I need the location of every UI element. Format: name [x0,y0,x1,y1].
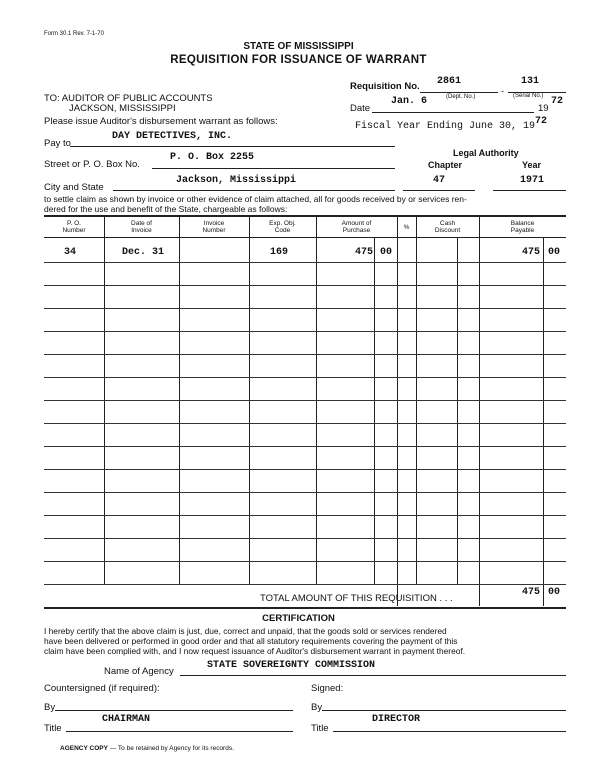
date-value: Jan. 6 [391,96,428,107]
chapter-label: Chapter [428,160,463,170]
certification-text-3: claim have been complied with, and I now request issuance of Auditor's disbursement warrant in payment thereof. [44,646,466,656]
title-left-label: Title [44,723,62,734]
footer-note [60,745,234,752]
right-title-value: DIRECTOR [372,714,421,725]
certification-text-2: have been delivered or performed in good order and that all statutory requirements covering the payment of this [44,636,458,646]
left-title-value: CHAIRMAN [102,714,151,725]
street-value: P. O. Box 2255 [170,152,255,163]
fiscal-year-text: Fiscal Year Ending June 30, 19 [355,121,536,132]
fiscal-year-value: 72 [535,116,548,127]
certification-title: CERTIFICATION [262,613,335,624]
signed-label: Signed: [311,683,344,694]
requisition-label: Requisition No. [350,81,420,92]
header-invoice-number: Invoice Number [202,220,226,234]
total-label: TOTAL AMOUNT OF THIS REQUISITION . . . [260,593,453,604]
by-left-label: By [44,702,56,713]
year-suffix: 72 [551,96,564,107]
to-line-1: TO: AUDITOR OF PUBLIC ACCOUNTS [44,93,213,104]
street-label: Street or P. O. Box No. [44,159,140,170]
header-po: P. O. Number [62,220,86,234]
row-balance: 475 [522,247,541,258]
row-po: 34 [64,247,77,258]
by-right-label: By [311,702,323,713]
agency-label: Name of Agency [104,666,174,677]
year-label: Year [522,160,542,170]
total-value: 475 [522,587,541,598]
date-label: Date [350,103,371,114]
row-amount: 475 [355,247,374,258]
city-value: Jackson, Mississippi [176,175,297,186]
certification-text-1: I hereby certify that the above claim is just, due, correct and unpaid, that the goods sold or services rendered [44,626,447,636]
header-balance-payable: Balance Payable [510,220,535,234]
row-amount-cents: 00 [380,247,393,258]
header-percent: % [403,224,410,231]
agency-value: STATE SOVEREIGNTY COMMISSION [207,660,376,671]
authority-year-value: 1971 [520,175,545,186]
row-balance-cents: 00 [548,247,561,258]
legal-authority-label: Legal Authority [453,148,519,158]
serial-no-caption: (Serial No.) [513,93,544,99]
state-heading: STATE OF MISSISSIPPI [243,41,354,52]
header-exp-obj-code: Exp. Obj. Code [269,220,296,234]
form-id: Form 30.1 Rev. 7-1-70 [44,31,104,37]
settle-text-1: to settle claim as shown by invoice or other evidence of claim attached, all for goods received by or services ren- [44,194,467,204]
row-exp-obj: 169 [270,247,289,258]
to-line-3: Please issue Auditor's disbursement warrant as follows: [44,116,278,127]
serial-no-value: 131 [521,76,540,87]
pay-to-label: Pay to [44,138,71,149]
title-right-label: Title [311,723,329,734]
countersigned-label: Countersigned (if required): [44,683,160,694]
year-prefix: 19 [538,103,549,114]
pay-to-value: DAY DETECTIVES, INC. [112,131,233,142]
city-label: City and State [44,182,104,193]
total-cents: 00 [548,587,561,598]
row-date: Dec. 31 [122,247,165,258]
chapter-value: 47 [433,175,446,186]
header-amount: Amount of Purchase [341,220,372,234]
dept-no-caption: (Dept. No.) [446,94,476,100]
to-line-2: JACKSON, MISSISSIPPI [69,103,176,114]
dept-no-value: 2861 [437,76,462,87]
header-cash-discount: Cash Discount [434,220,461,234]
header-date-of-invoice: Date of Invoice [131,220,152,234]
footer-rest: — To be retained by Agency for its records. [107,745,234,752]
settle-text-2: dered for the use and benefit of the State, chargeable as follows: [44,204,288,214]
footer-bold: AGENCY COPY [60,745,108,752]
page-title: REQUISITION FOR ISSUANCE OF WARRANT [170,54,427,66]
